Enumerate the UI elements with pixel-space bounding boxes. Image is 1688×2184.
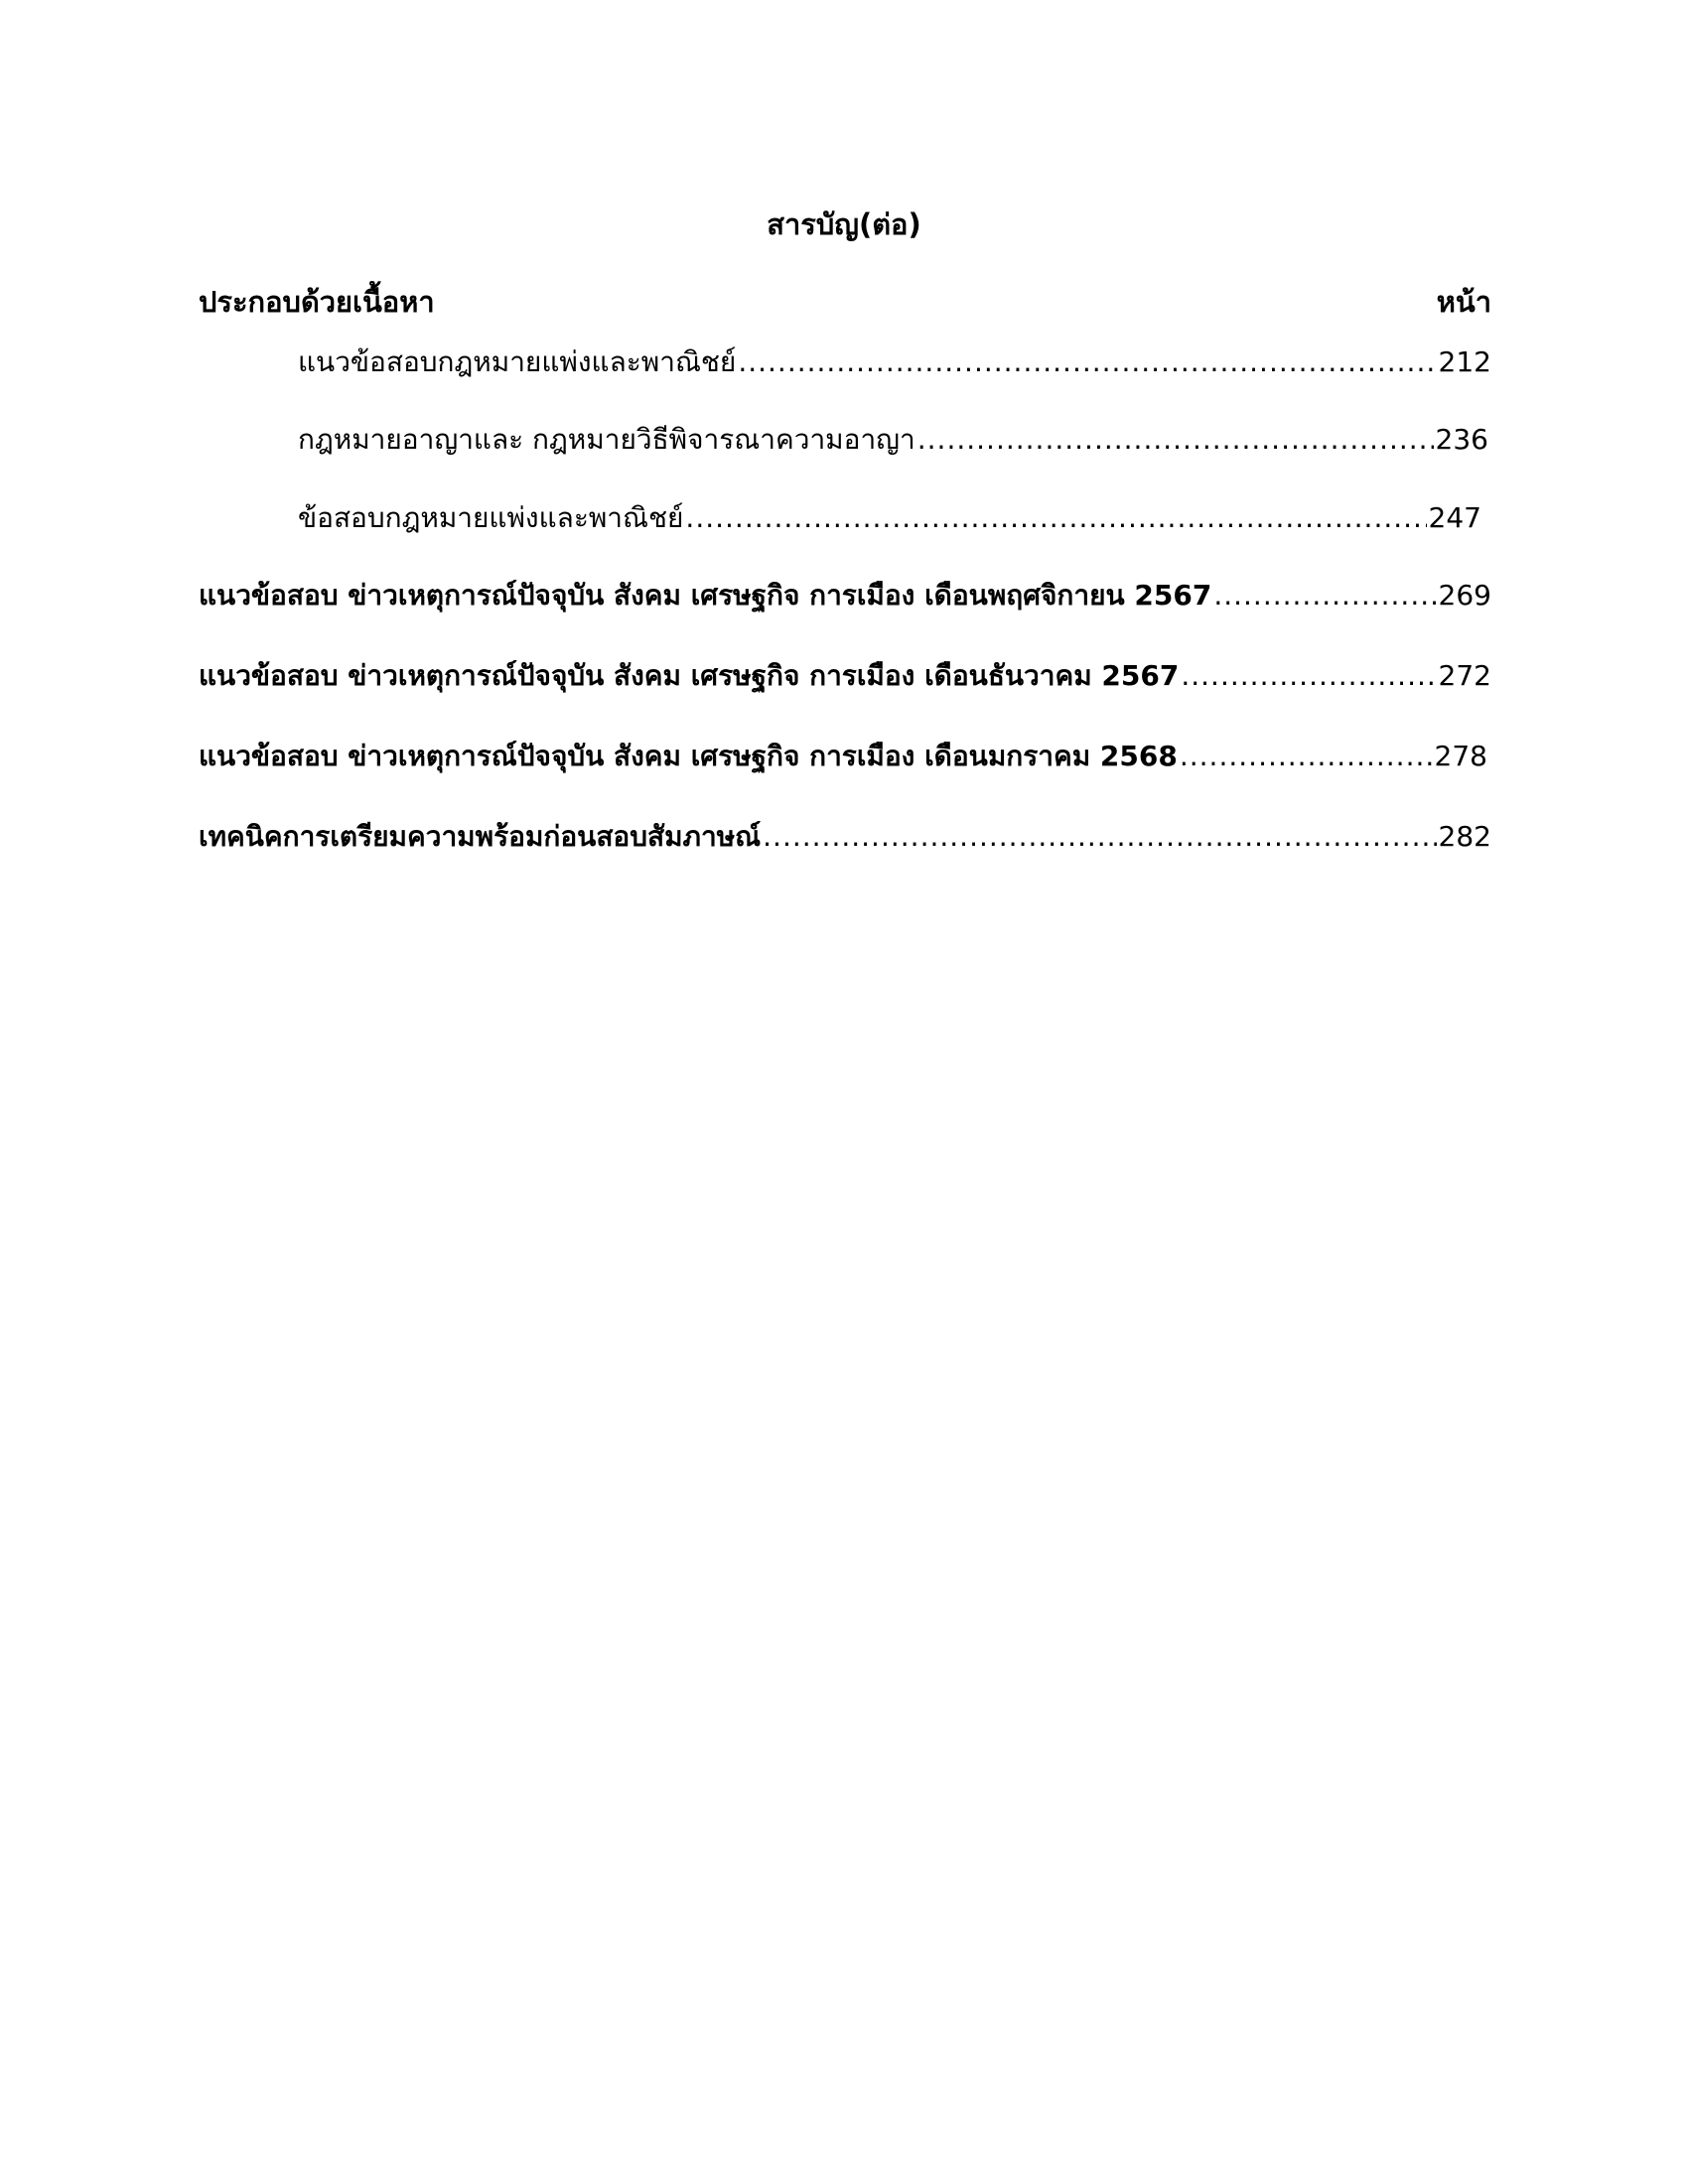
toc-entry-text: แนวข้อสอบ ข่าวเหตุการณ์ปัจจุบัน สังคม เศรษฐกิจ การเมือง เดือนพฤศจิกายน 2567 (199, 579, 1212, 612)
toc-entry[interactable] (298, 498, 1481, 538)
toc-entry[interactable] (199, 656, 1491, 696)
toc-header (199, 282, 1491, 322)
toc-entry-page: 212 (1438, 345, 1491, 378)
toc-entry-page: 272 (1438, 659, 1491, 692)
toc-entry-text: แนวข้อสอบ ข่าวเหตุการณ์ปัจจุบัน สังคม เศรษฐกิจ การเมือง เดือนธันวาคม 2567 (199, 659, 1180, 692)
toc-entry-page: 247 (1428, 501, 1481, 534)
toc-entry[interactable] (298, 342, 1491, 382)
dot-leader (917, 420, 1434, 460)
toc-entry[interactable] (199, 817, 1491, 857)
toc-entry[interactable] (199, 576, 1491, 615)
toc-entry-page: 282 (1438, 820, 1491, 853)
dot-leader (685, 498, 1426, 538)
dot-leader (763, 817, 1436, 857)
toc-entry[interactable] (199, 737, 1487, 776)
dot-leader (738, 342, 1436, 382)
toc-entry-text: เทคนิคการเตรียมความพร้อมก่อนสอบสัมภาษณ์ (199, 820, 762, 853)
dot-leader (1181, 656, 1436, 696)
page-column-label: หน้า (1436, 285, 1491, 319)
toc-entry[interactable] (298, 420, 1488, 460)
contents-label: ประกอบด้วยเนื้อหา (199, 285, 435, 319)
toc-entry-page: 278 (1434, 740, 1487, 772)
toc-entry-text: แนวข้อสอบกฎหมายแพ่งและพาณิชย์ (298, 345, 737, 378)
toc-entry-text: ข้อสอบกฎหมายแพ่งและพาณิชย์ (298, 501, 684, 534)
dot-leader (1213, 576, 1436, 615)
page-title: สารบัญ(ต่อ) (767, 207, 921, 241)
toc-entry-page: 269 (1438, 579, 1491, 612)
dot-leader (1180, 737, 1433, 776)
toc-entry-text: กฎหมายอาญาและ กฎหมายวิธีพิจารณาความอาญา (298, 423, 915, 456)
toc-entry-page: 236 (1435, 423, 1488, 456)
toc-entry-text: แนวข้อสอบ ข่าวเหตุการณ์ปัจจุบัน สังคม เศรษฐกิจ การเมือง เดือนมกราคม 2568 (199, 740, 1178, 772)
